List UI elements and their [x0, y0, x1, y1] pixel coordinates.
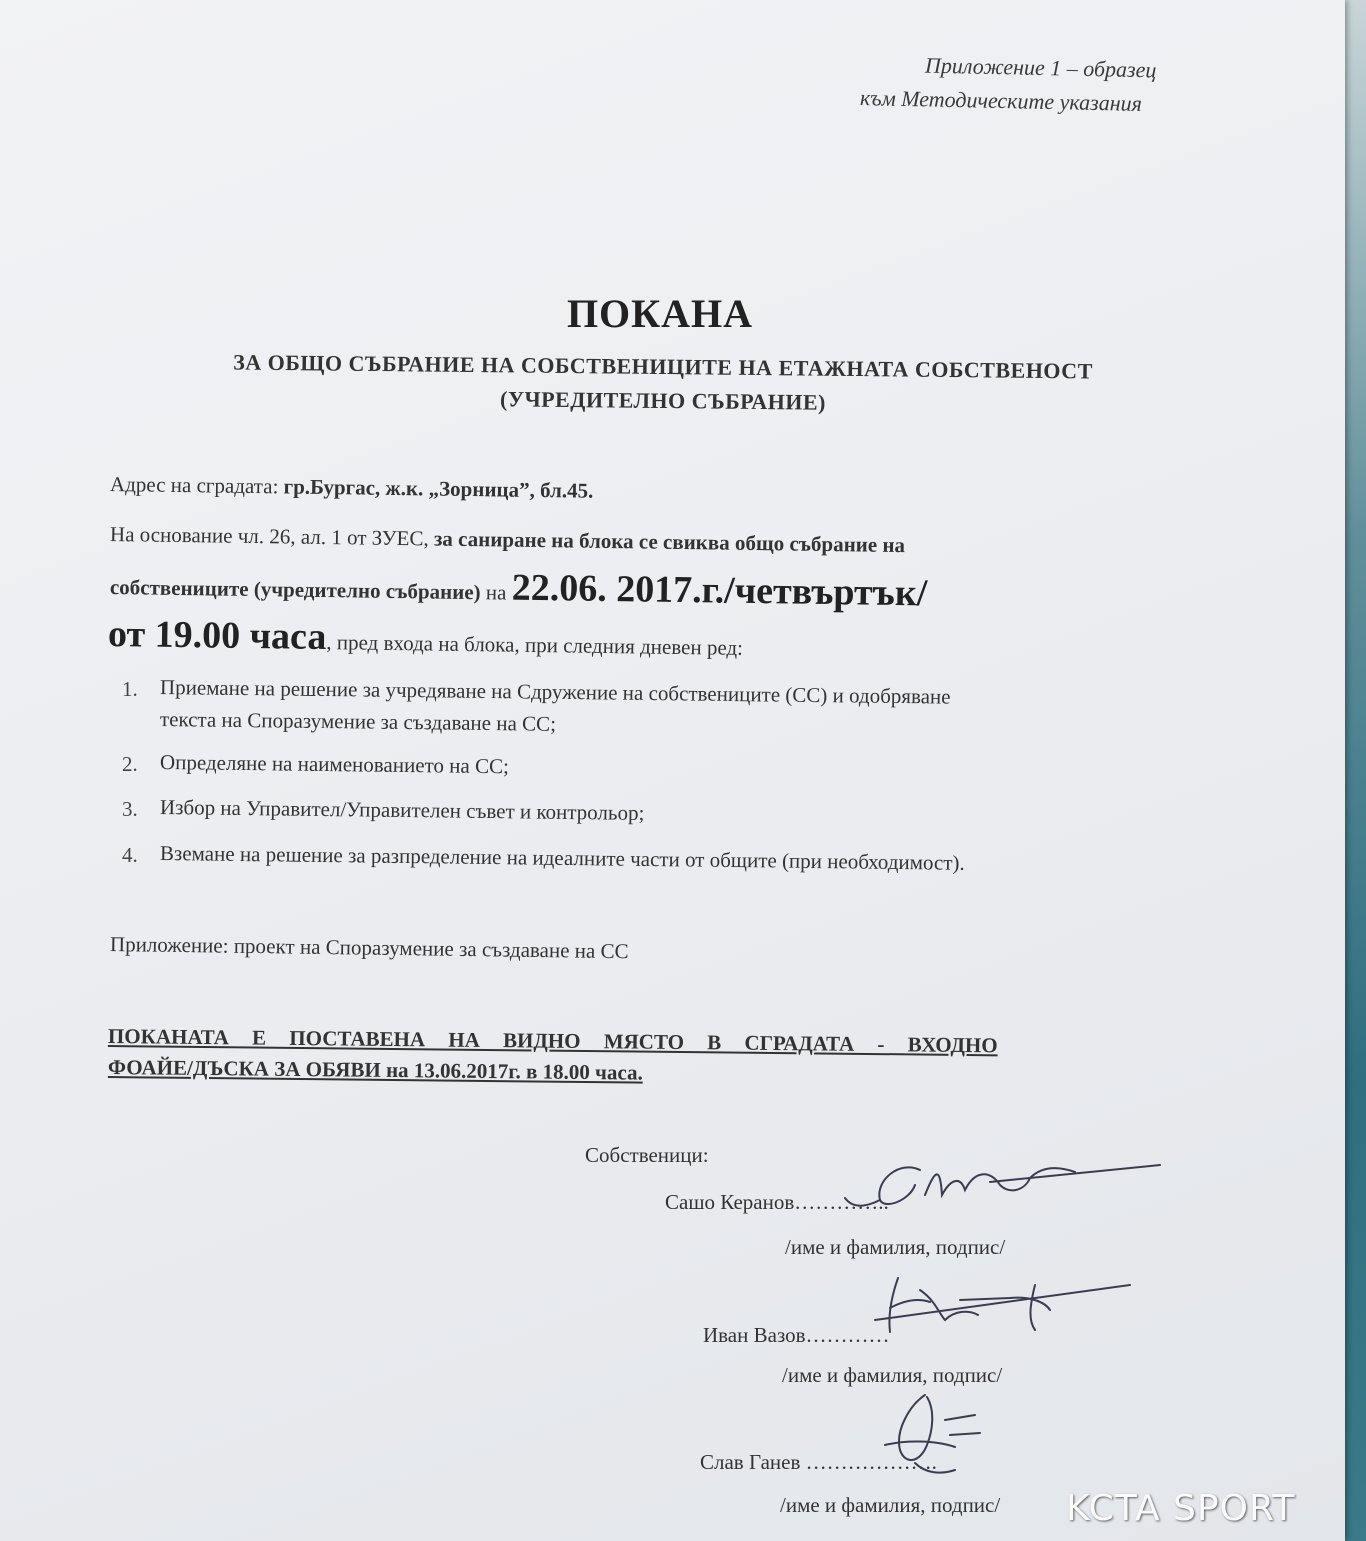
agenda-item-text: Вземане на решение за разпределение на идеалните части от общите (при необходимост).	[159, 841, 965, 875]
owners-label: Собственици:	[585, 1143, 709, 1167]
meeting-place-text: , пред входа на блока, при следния дневен ред:	[326, 630, 744, 660]
address-label: Адрес на сградата:	[109, 472, 284, 499]
document-title: ПОКАНА	[566, 291, 754, 336]
meeting-time: от 19.00 часа	[107, 613, 327, 659]
document-subtitle-line2: (УЧРЕДИТЕЛНО СЪБРАНИЕ)	[499, 386, 827, 415]
signature-scribble	[860, 1270, 1140, 1345]
annex-reference-line1: Приложение 1 – образец	[924, 52, 1157, 83]
on-text: на	[480, 580, 512, 605]
notice-placement-line2: ФОАЙЕ/ДЪСКА ЗА ОБЯВИ на 13.06.2017г. в 18.00 часа.	[107, 1055, 643, 1085]
signature-caption: /име и фамилия, подпис/	[782, 1363, 1003, 1387]
signature-scribble	[840, 1150, 1170, 1220]
agenda-item-number: 4.	[122, 843, 138, 867]
signature-scribble	[855, 1385, 995, 1480]
signatory-name: Иван Вазов…………	[703, 1323, 890, 1347]
notice-placement-line1: ПОКАНАТА Е ПОСТАВЕНА НА ВИДНО МЯСТО В СГРАДАТА - ВХОДНО	[107, 1024, 998, 1058]
agenda-item-text: Приемане на решение за учредяване на Сдружение на собствениците (СС) и одобряване	[159, 675, 951, 709]
agenda-item-text: Определяне на наименованието на СС;	[159, 750, 510, 779]
agenda-item-number: 3.	[122, 797, 138, 821]
signatory-name: Слав Ганев ……………….	[700, 1450, 937, 1474]
document-subtitle-line1: ЗА ОБЩО СЪБРАНИЕ НА СОБСТВЕНИЦИТЕ НА ЕТАЖНАТА СОБСТВЕНОСТ	[233, 349, 1093, 384]
attachment-note: Приложение: проект на Споразумение за създаване на СС	[109, 932, 629, 964]
agenda-item-text: Избор на Управител/Управителен съвет и контрольор;	[159, 795, 645, 825]
agenda-item-text-continued: текста на Споразумение за създаване на СС;	[159, 707, 557, 736]
address-value: гр.Бургас, ж.к. „Зорница”, бл.45.	[283, 474, 594, 503]
meeting-type-text: собствениците (учредително събрание)	[109, 575, 481, 605]
site-watermark: KCTA SPORT	[1066, 1488, 1296, 1529]
agenda-item-number: 2.	[122, 752, 138, 776]
meeting-purpose-text: за саниране на блока се свиква общо събрание на	[433, 526, 906, 558]
body-paragraph-line3	[108, 612, 744, 665]
body-paragraph-line2	[110, 560, 928, 615]
signature-caption: /име и фамилия, подпис/	[780, 1493, 1001, 1517]
body-paragraph-line1	[110, 522, 905, 558]
agenda-item-number: 1.	[122, 677, 138, 701]
building-address	[110, 472, 594, 504]
annex-reference-line2: към Методическите указания	[859, 85, 1143, 116]
legal-basis-text: На основание чл. 26, ал. 1 от ЗУЕС,	[109, 522, 435, 551]
signature-caption: /име и фамилия, подпис/	[785, 1235, 1006, 1259]
meeting-date: 22.06. 2017.г./четвъртък/	[511, 566, 928, 615]
signatory-name: Сашо Керанов…………..	[665, 1190, 889, 1214]
